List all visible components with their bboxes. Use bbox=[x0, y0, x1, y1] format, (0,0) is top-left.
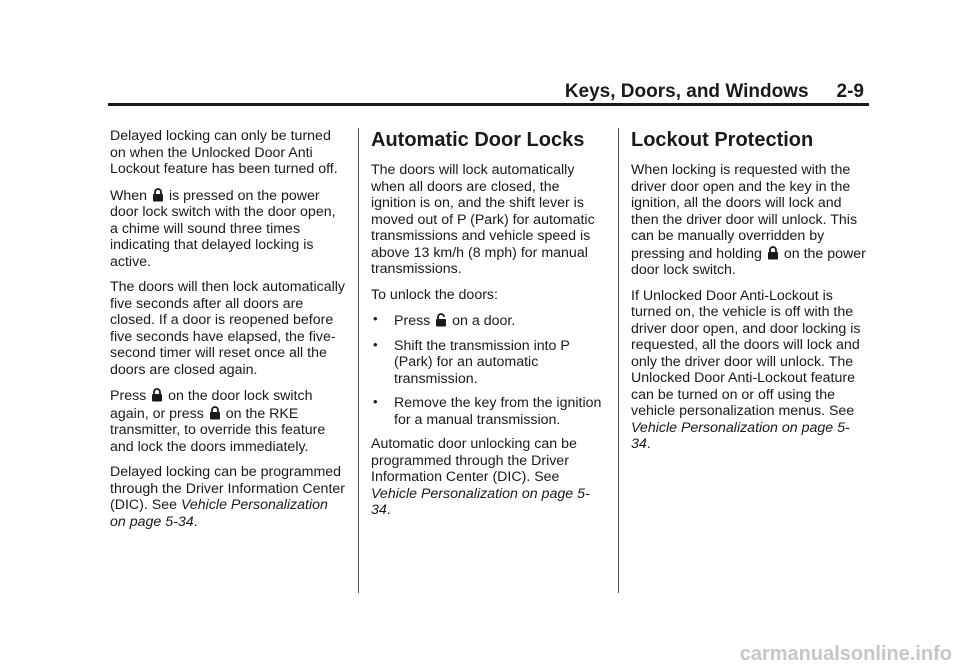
bullet-list bbox=[371, 312, 607, 428]
text: on the RKE transmitter, to override this feature and lock the doors immediately. bbox=[110, 405, 326, 455]
section-title: Keys, Doors, and Windows bbox=[564, 81, 809, 102]
text: Automatic door unlocking can be programmed through the Driver Information Center (DIC). See bbox=[371, 436, 577, 485]
column-3 bbox=[631, 128, 867, 462]
paragraph: The doors will lock automatically when all doors are closed, the ignition is on, and the shift lever is moved out of P (Park) for automatic transmissions and vehicle speed is above 13 km/h (8 mph) for manual transmissions. bbox=[371, 162, 595, 277]
page-number: 2-9 bbox=[836, 81, 864, 102]
text: on the door lock switch again, or press bbox=[110, 388, 313, 422]
cross-reference-link[interactable]: Vehicle Personalization on page 5-34 bbox=[631, 419, 850, 452]
paragraph: The doors will then lock automatically five seconds after all doors are closed. If a door is reopened before five seconds have elapsed, the five-second timer will reset once all the doors are closed again. bbox=[110, 279, 345, 378]
page-header bbox=[108, 78, 864, 106]
paragraph bbox=[631, 162, 867, 279]
text: Press bbox=[110, 388, 147, 404]
paragraph bbox=[110, 187, 346, 271]
text: . bbox=[386, 502, 391, 518]
list-item: • Remove the key from the ignition for a manual transmission. bbox=[371, 395, 607, 428]
text: If Unlocked Door Anti-Lockout is turned on, the vehicle is off with the driver door open, and door locking is requested, all the doors will lock and only the driver door will unlock. The Unlocked Door Anti-Lockout feature can be turned on or off using the vehicle personalization menus. See bbox=[631, 287, 861, 419]
column-divider bbox=[618, 128, 619, 593]
column-1 bbox=[110, 128, 346, 539]
list-item bbox=[371, 312, 607, 330]
text: on a door. bbox=[452, 313, 516, 329]
text: is pressed on the power door lock switch with the door open, a chime will sound three times indicating that delayed locking is active. bbox=[110, 187, 336, 270]
text: on the power door lock switch. bbox=[631, 245, 866, 278]
paragraph: Delayed locking can only be turned on when the Unlocked Door Anti Lockout feature has been turned off. bbox=[110, 128, 338, 177]
text: When locking is requested with the driver door open and the key in the ignition, all the doors will lock and then the driver door will unlock. This can be manually overridden by pressing and holding bbox=[631, 162, 858, 262]
paragraph bbox=[371, 436, 607, 519]
text: Press bbox=[394, 313, 431, 329]
text: Delayed locking can be programmed through the Driver Information Center (DIC). See bbox=[110, 464, 345, 513]
text: . bbox=[646, 436, 651, 452]
text: . bbox=[193, 513, 198, 530]
column-2 bbox=[371, 128, 607, 528]
cross-reference-link[interactable]: Vehicle Personalization on page 5-34 bbox=[110, 497, 328, 530]
section-heading: Automatic Door Locks bbox=[371, 129, 585, 151]
paragraph bbox=[631, 288, 867, 453]
lock-icon bbox=[767, 245, 779, 260]
lock-icon bbox=[151, 387, 163, 402]
section-heading: Lockout Protection bbox=[631, 129, 814, 151]
lock-icon bbox=[152, 187, 164, 202]
paragraph: To unlock the doors: bbox=[371, 286, 498, 303]
column-divider bbox=[358, 128, 359, 593]
lock-icon bbox=[209, 405, 221, 420]
cross-reference-link[interactable]: Vehicle Personalization on page 5-34 bbox=[371, 485, 590, 518]
paragraph bbox=[110, 387, 346, 455]
unlock-icon bbox=[435, 312, 447, 327]
list-item: • Shift the transmission into P (Park) for an automatic transmission. bbox=[371, 338, 607, 388]
paragraph bbox=[110, 464, 346, 530]
watermark: carmanualsonline.info bbox=[739, 643, 952, 665]
text: When bbox=[110, 187, 148, 204]
header-rule bbox=[108, 103, 869, 106]
